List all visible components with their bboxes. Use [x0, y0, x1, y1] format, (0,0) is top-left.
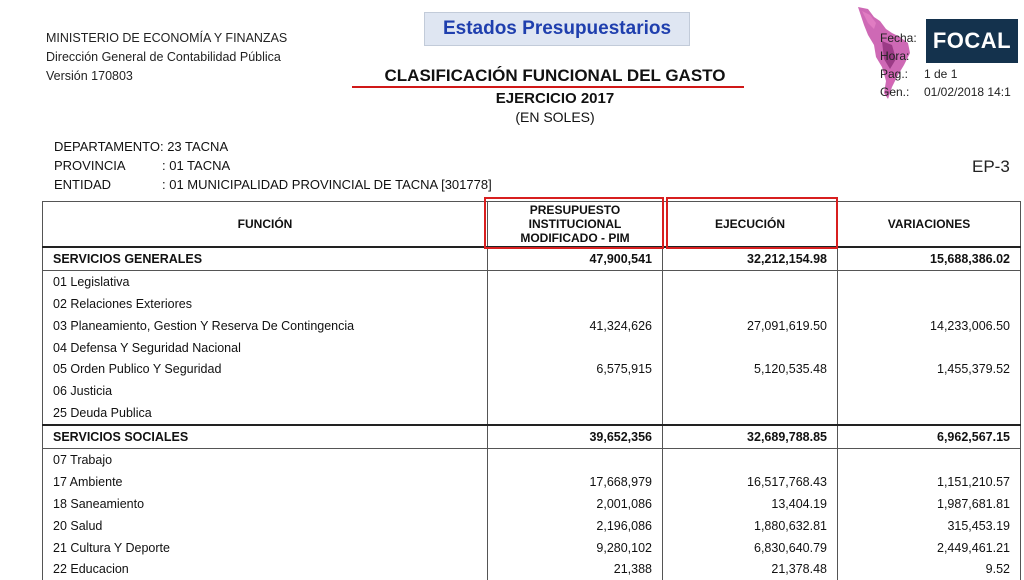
table-row: 25 Deuda Publica: [43, 402, 1021, 425]
fecha-label: Fecha:: [880, 31, 917, 45]
table-row: 20 Salud 2,196,086 1,880,632.81 315,453.19: [43, 515, 1021, 537]
ministry-name: MINISTERIO DE ECONOMÍA Y FINANZAS: [46, 31, 288, 45]
header-ejecucion: EJECUCIÓN: [663, 202, 838, 248]
report-title: CLASIFICACIÓN FUNCIONAL DEL GASTO: [384, 66, 726, 85]
table-row: 17 Ambiente 17,668,979 16,517,768.43 1,151,210.57: [43, 471, 1021, 493]
page-value: 1 de 1: [924, 67, 958, 81]
entity-info: [54, 137, 492, 194]
table-row: 22 Educacion 21,388 21,378.48 9.52: [43, 558, 1021, 580]
table-row: 07 Trabajo: [43, 449, 1021, 471]
table-row: SERVICIOS GENERALES 47,900,541 32,212,154.98 15,688,386.02: [43, 247, 1021, 270]
directorate-name: Dirección General de Contabilidad Pública: [46, 50, 281, 64]
entidad-value: : 01 MUNICIPALIDAD PROVINCIAL DE TACNA [301778]: [162, 177, 492, 192]
table-row: 03 Planeamiento, Gestion Y Reserva De Contingencia 41,324,626 27,091,619.50 14,233,006.50: [43, 315, 1021, 337]
header-funcion: FUNCIÓN: [43, 202, 488, 248]
report-units: (EN SOLES): [515, 109, 595, 125]
table-row: SERVICIOS SOCIALES 39,652,356 32,689,788.85 6,962,567.15: [43, 425, 1021, 448]
generated-value: 01/02/2018 14:1: [924, 85, 1011, 99]
organization-block: [46, 29, 287, 86]
table-row: 04 Defensa Y Seguridad Nacional: [43, 337, 1021, 359]
table-row: 06 Justicia: [43, 380, 1021, 402]
entidad-label: ENTIDAD: [54, 177, 112, 192]
generated-label: Gen.:: [880, 85, 910, 99]
table-row: 21 Cultura Y Deporte 9,280,102 6,830,640.79 2,449,461.21: [43, 537, 1021, 559]
departamento-label: DEPARTAMENTO:: [54, 139, 164, 154]
provincia-value: : 01 TACNA: [162, 158, 231, 173]
departamento-value: 23 TACNA: [167, 139, 229, 154]
focal-logo: FOCAL: [926, 19, 1018, 63]
table-row: 02 Relaciones Exteriores: [43, 293, 1021, 315]
version-text: Versión 170803: [46, 69, 133, 83]
banner-title: Estados Presupuestarios: [424, 12, 690, 46]
report-code: EP-3: [972, 157, 1010, 176]
header-variaciones: VARIACIONES: [838, 202, 1021, 248]
report-subtitle: EJERCICIO 2017: [495, 90, 615, 107]
table-row: 01 Legislativa: [43, 270, 1021, 292]
ejecucion-highlight-box: [666, 197, 838, 249]
table-row: 05 Orden Publico Y Seguridad 6,575,915 5,120,535.48 1,455,379.52: [43, 358, 1021, 380]
functional-classification-table: [42, 201, 1021, 580]
page-label: Pag.:: [880, 67, 909, 81]
pim-highlight-box: [484, 197, 664, 249]
title-underline: [352, 86, 744, 88]
header-pim: PRESUPUESTO INSTITUCIONAL MODIFICADO - PIM: [488, 202, 663, 248]
table-row: 18 Saneamiento 2,001,086 13,404.19 1,987,681.81: [43, 493, 1021, 515]
provincia-label: PROVINCIA: [54, 158, 126, 173]
hora-label: Hora:: [880, 49, 910, 63]
